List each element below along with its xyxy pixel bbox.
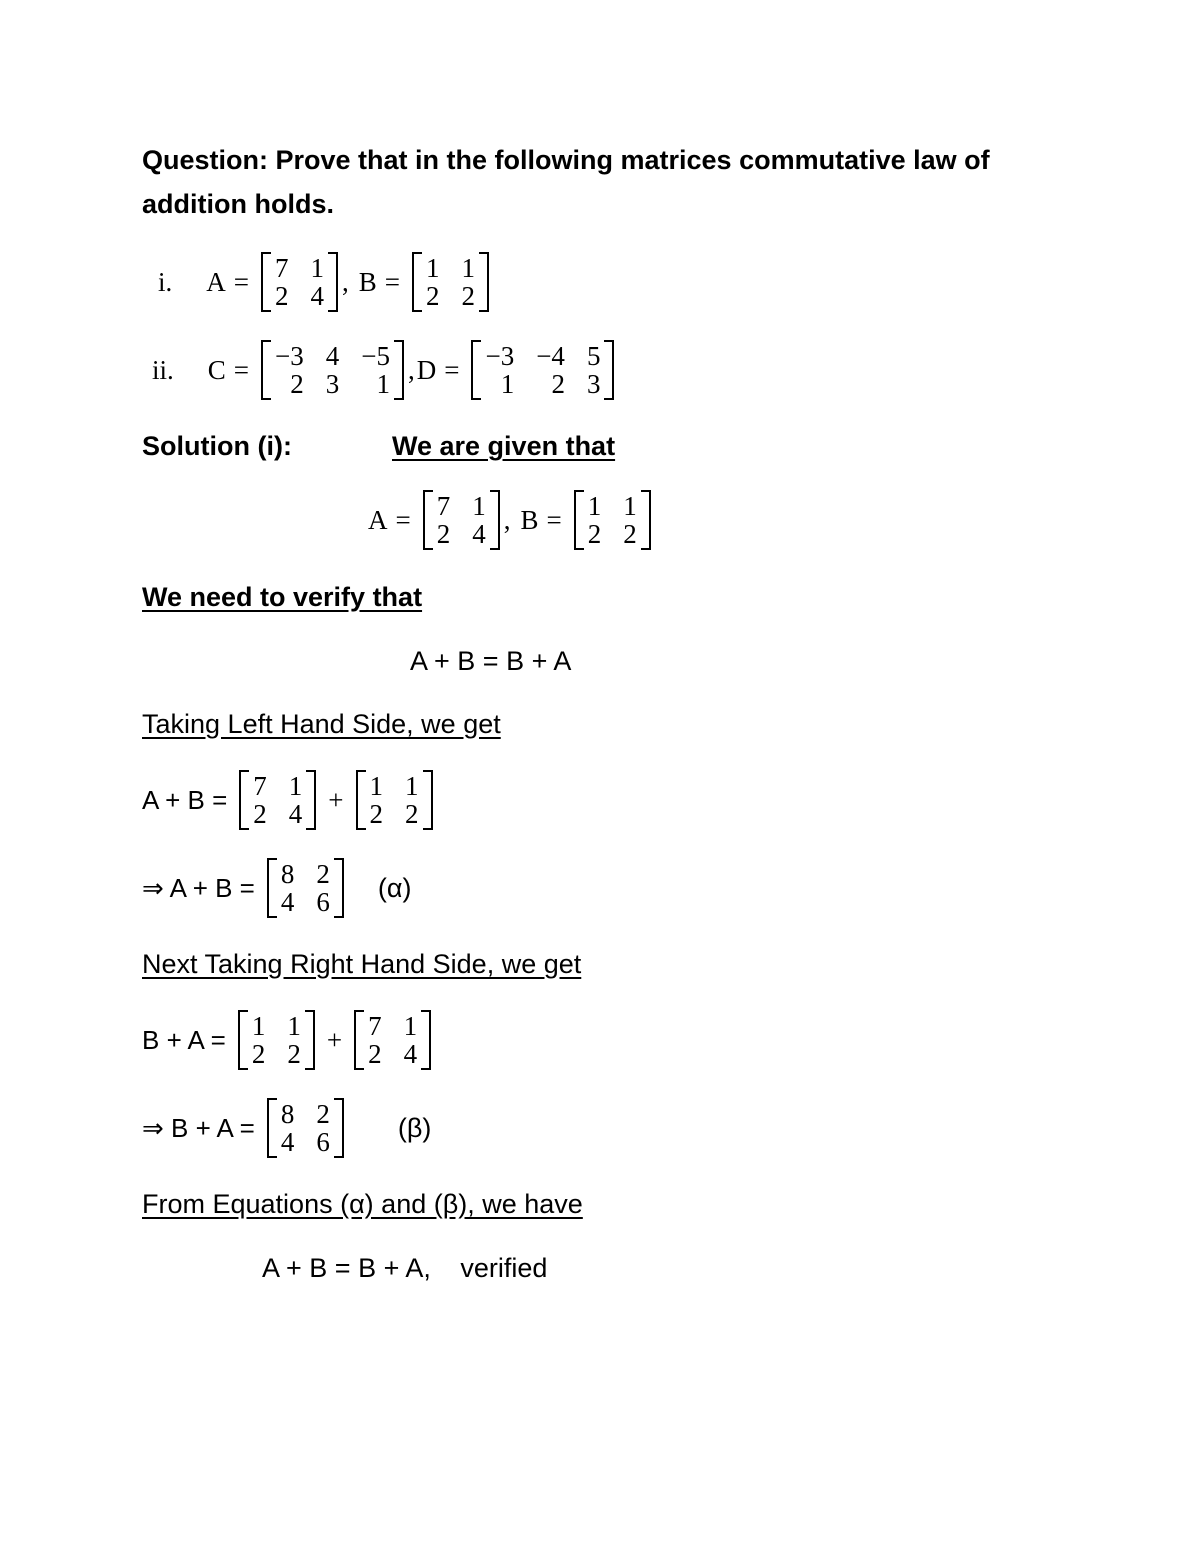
from-heading: From Equations (α) and (β), we have bbox=[142, 1189, 583, 1219]
given-heading: We are given that bbox=[392, 431, 616, 461]
matrix-cell: 4 bbox=[280, 887, 295, 917]
matrix-cell: 2 bbox=[287, 1039, 301, 1069]
matrix-cell: 7 bbox=[368, 1011, 382, 1041]
rhs-matrix-b bbox=[238, 1010, 315, 1070]
matrix-cell: 4 bbox=[472, 519, 486, 549]
given-row: A = 7 1 2 4 , B = 1 1 2 2 bbox=[368, 490, 655, 550]
matrix-cell: 2 bbox=[316, 1099, 330, 1129]
given-matrix-a bbox=[423, 490, 500, 550]
matrix-d bbox=[471, 340, 614, 400]
matrix-cell: 1 bbox=[288, 771, 303, 801]
rhs-sum-matrix bbox=[267, 1098, 344, 1158]
matrix-cell: 1 bbox=[587, 491, 602, 521]
matrix-c bbox=[261, 340, 404, 400]
conclusion bbox=[262, 1253, 547, 1284]
matrix-cell: 1 bbox=[405, 771, 419, 801]
matrix-cell: 2 bbox=[405, 799, 419, 829]
question-line-2: addition holds. bbox=[142, 189, 334, 219]
matrix-cell: 2 bbox=[253, 799, 267, 829]
matrix-cell: −3 bbox=[275, 341, 304, 371]
matrix-cell: 1 bbox=[500, 369, 515, 399]
question-line-1: Question: Prove that in the following matrices commutative law of bbox=[142, 145, 990, 175]
matrix-cell: 1 bbox=[623, 491, 637, 521]
matrix-cell: 7 bbox=[253, 771, 267, 801]
matrix-cell: −3 bbox=[485, 341, 515, 371]
given-a-name: A bbox=[368, 504, 388, 535]
verify-equation: A + B = B + A bbox=[410, 646, 572, 676]
matrix-cell: 8 bbox=[280, 1099, 295, 1129]
matrix-cell: 7 bbox=[275, 253, 289, 283]
matrix-cell: 2 bbox=[551, 369, 565, 399]
rhs-result-row bbox=[142, 1098, 431, 1158]
matrix-cell: 2 bbox=[426, 281, 440, 311]
matrix-cell: −5 bbox=[361, 341, 390, 371]
given-matrix-b bbox=[574, 490, 651, 550]
matrix-c-name: C bbox=[207, 354, 226, 385]
matrix-cell: 1 bbox=[426, 253, 440, 283]
lhs-sum-matrix bbox=[267, 858, 344, 918]
matrix-cell: 1 bbox=[461, 253, 475, 283]
matrix-cell: 1 bbox=[403, 1011, 418, 1041]
rhs-label: B + A = bbox=[142, 1024, 226, 1055]
matrix-cell: 2 bbox=[368, 1039, 382, 1069]
matrix-cell: 6 bbox=[316, 1127, 330, 1157]
solution-heading: Solution (i): bbox=[142, 431, 292, 461]
verified-label: verified bbox=[460, 1253, 548, 1283]
matrix-cell: 1 bbox=[251, 1011, 266, 1041]
need-heading: We need to verify that bbox=[142, 582, 423, 612]
matrix-cell: 2 bbox=[461, 281, 475, 311]
conclusion-equation: A + B = B + A, bbox=[262, 1253, 431, 1283]
matrix-cell: 2 bbox=[623, 519, 637, 549]
matrix-a-name: A bbox=[206, 266, 226, 297]
lhs-heading: Taking Left Hand Side, we get bbox=[142, 709, 501, 739]
rhs-row: B + A = 1 1 2 2 + 7 1 2 4 bbox=[142, 1010, 435, 1070]
lhs-matrix-a bbox=[239, 770, 316, 830]
matrix-cell: 1 bbox=[310, 253, 324, 283]
matrix-cell: 1 bbox=[287, 1011, 301, 1041]
matrix-cell: 2 bbox=[251, 1039, 266, 1069]
rhs-result-label: ⇒ B + A = bbox=[142, 1112, 255, 1143]
matrix-cell: 4 bbox=[280, 1127, 295, 1157]
beta-tag: (β) bbox=[397, 1112, 432, 1143]
part-i-row: i. A = 7 1 2 4 , B = 1 1 2 2 bbox=[158, 252, 493, 312]
part-ii-row: ii. C = −3 4 −5 2 3 1 , D = −3 −4 5 1 2 3 bbox=[152, 340, 618, 400]
matrix-cell: 4 bbox=[288, 799, 303, 829]
matrix-cell: 2 bbox=[436, 519, 451, 549]
matrix-cell: 3 bbox=[586, 369, 601, 399]
matrix-cell: 5 bbox=[586, 341, 601, 371]
lhs-result-row bbox=[142, 858, 411, 918]
matrix-cell: 1 bbox=[369, 771, 384, 801]
lhs-matrix-b bbox=[356, 770, 433, 830]
lhs-label: A + B = bbox=[142, 784, 228, 815]
matrix-cell: 4 bbox=[310, 281, 324, 311]
matrix-cell: 2 bbox=[290, 369, 304, 399]
matrix-b-name: B bbox=[358, 266, 377, 297]
matrix-d-name: D bbox=[416, 354, 437, 385]
rhs-matrix-a bbox=[354, 1010, 431, 1070]
matrix-cell: −4 bbox=[536, 341, 565, 371]
matrix-cell: 4 bbox=[325, 341, 340, 371]
matrix-cell: 7 bbox=[436, 491, 451, 521]
lhs-row: A + B = 7 1 2 4 + 1 1 2 2 bbox=[142, 770, 437, 830]
part-i-label: i. bbox=[158, 266, 173, 297]
given-b-name: B bbox=[520, 504, 539, 535]
matrix-cell: 2 bbox=[275, 281, 289, 311]
matrix-b bbox=[412, 252, 489, 312]
rhs-heading: Next Taking Right Hand Side, we get bbox=[142, 949, 582, 979]
matrix-cell: 2 bbox=[369, 799, 384, 829]
matrix-cell: 6 bbox=[316, 887, 330, 917]
matrix-cell: 3 bbox=[325, 369, 340, 399]
matrix-cell: 2 bbox=[316, 859, 330, 889]
lhs-result-label: ⇒ A + B = bbox=[142, 872, 255, 903]
matrix-cell: 8 bbox=[280, 859, 295, 889]
matrix-a bbox=[261, 252, 338, 312]
matrix-cell: 2 bbox=[587, 519, 602, 549]
alpha-tag: (α) bbox=[377, 872, 412, 903]
matrix-cell: 4 bbox=[403, 1039, 418, 1069]
matrix-cell: 1 bbox=[376, 369, 390, 399]
matrix-cell: 1 bbox=[472, 491, 486, 521]
part-ii-label: ii. bbox=[152, 354, 174, 385]
